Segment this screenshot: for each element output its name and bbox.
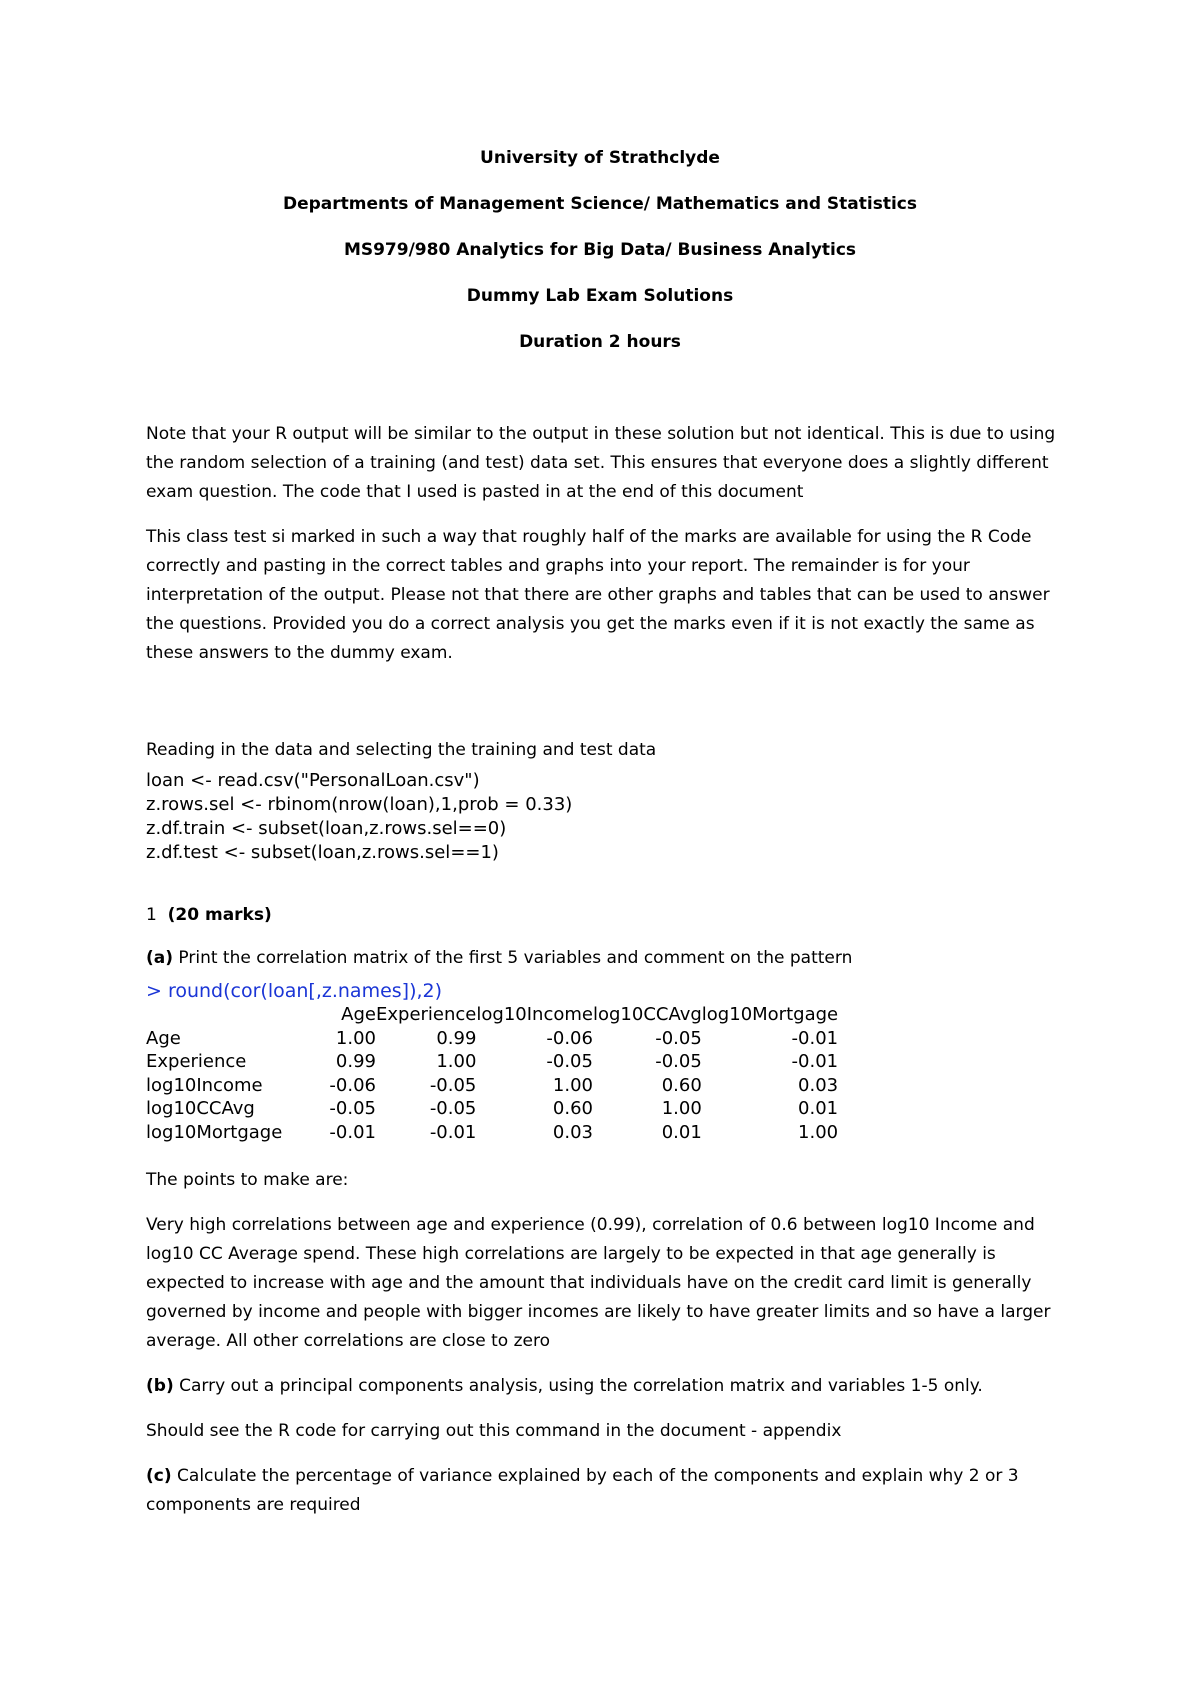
- matrix-cell: 1.00: [552, 1074, 593, 1096]
- matrix-cell: 0.60: [552, 1098, 593, 1119]
- reading-code: [146, 769, 1076, 865]
- matrix-cell: -0.01: [429, 1121, 477, 1143]
- matrix-cell: 0.99: [436, 1027, 477, 1049]
- reading-heading: Reading in the data and selecting the training and test data: [146, 740, 657, 760]
- matrix-cell: 1.00: [661, 1098, 702, 1119]
- matrix-cell: -0.05: [655, 1027, 702, 1049]
- document-body: [146, 420, 1076, 1536]
- question-1a: [146, 944, 1076, 973]
- matrix-cell: -0.05: [546, 1051, 593, 1072]
- code-line: z.df.test <- subset(loan,z.rows.sel==1): [146, 842, 499, 863]
- matrix-cell: -0.01: [791, 1051, 839, 1072]
- matrix-header-row: [146, 1003, 838, 1027]
- part-label: (b): [146, 1376, 174, 1396]
- matrix-cell: -0.01: [791, 1027, 839, 1049]
- department-name: Departments of Management Science/ Mathematics and Statistics: [283, 194, 917, 214]
- question-1-title: [146, 901, 1076, 930]
- matrix-cell: -0.05: [429, 1074, 477, 1096]
- document-header: [0, 148, 1200, 378]
- part-text: Calculate the percentage of variance explained by each of the components and explain why 2 or 3 components are required: [146, 1466, 1019, 1515]
- code-line: z.rows.sel <- rbinom(nrow(loan),1,prob = 0.33): [146, 794, 573, 815]
- matrix-row: [146, 1121, 838, 1145]
- matrix-cell: -0.05: [329, 1098, 376, 1119]
- matrix-cell: 0.60: [661, 1074, 702, 1096]
- exam-duration: Duration 2 hours: [519, 332, 681, 352]
- r-command: > round(cor(loan[,z.names]),2): [146, 980, 443, 1002]
- matrix-cell: 0.01: [661, 1121, 702, 1143]
- matrix-cell: -0.06: [546, 1027, 593, 1049]
- matrix-row-name: log10Mortgage: [146, 1121, 283, 1143]
- matrix-col-header: log10Mortgage: [701, 1004, 839, 1025]
- matrix-col-header: log10CCAvg: [592, 1004, 702, 1025]
- matrix-col-header: log10Income: [476, 1004, 593, 1025]
- matrix-cell: -0.05: [655, 1051, 702, 1072]
- intro-note: Note that your R output will be similar to the output in these solution but not identical. This is due to using the random selection of a training (and test) data set. This ensures that everyone does a slightly different exam question. The code that I used is pasted in at the end of this document: [146, 424, 1056, 502]
- matrix-cell: 0.99: [335, 1051, 376, 1072]
- matrix-cell: 0.03: [798, 1074, 839, 1096]
- question-number: 1: [146, 905, 157, 925]
- matrix-cell: -0.06: [329, 1074, 376, 1096]
- matrix-cell: 1.00: [335, 1027, 376, 1049]
- matrix-row: [146, 1097, 838, 1121]
- matrix-cell: 0.01: [798, 1098, 839, 1119]
- exam-title: Dummy Lab Exam Solutions: [466, 286, 734, 306]
- part-label: (a): [146, 948, 174, 968]
- correlation-matrix: [146, 1003, 838, 1144]
- matrix-row-name: log10CCAvg: [146, 1098, 255, 1119]
- matrix-row: [146, 1074, 838, 1098]
- question-1b-note: Should see the R code for carrying out this command in the document - appendix: [146, 1421, 842, 1441]
- matrix-row-name: log10Income: [146, 1074, 263, 1096]
- part-text: Carry out a principal components analysis, using the correlation matrix and variables 1-5 only.: [173, 1376, 983, 1396]
- matrix-col-header: Age: [341, 1004, 376, 1025]
- question-1b: [146, 1372, 1076, 1401]
- matrix-cell: -0.05: [429, 1098, 477, 1119]
- part-text: Print the correlation matrix of the first 5 variables and comment on the pattern: [173, 948, 853, 968]
- matrix-corner: [146, 1003, 294, 1027]
- matrix-row-name: Age: [146, 1027, 181, 1049]
- matrix-row: [146, 1050, 838, 1074]
- matrix-cell: -0.01: [329, 1121, 376, 1143]
- question-1c: [146, 1462, 1076, 1520]
- matrix-cell: 1.00: [436, 1051, 477, 1072]
- course-title: MS979/980 Analytics for Big Data/ Business Analytics: [343, 240, 857, 260]
- points-text: Very high correlations between age and experience (0.99), correlation of 0.6 between log10 Income and log10 CC Average spend. These high correlations are largely to be expected in that age generally is expected to increase with age and the amount that individuals have on the credit card limit is generally governed by income and people with bigger incomes are likely to have greater limits and so have a larger average. All other correlations are close to zero: [146, 1215, 1051, 1351]
- code-line: loan <- read.csv("PersonalLoan.csv"): [146, 770, 480, 791]
- matrix-row: [146, 1027, 838, 1051]
- question-marks: (20 marks): [167, 905, 272, 925]
- part-label: (c): [146, 1466, 172, 1486]
- intro-marking: This class test si marked in such a way that roughly half of the marks are available for using the R Code correctly and pasting in the correct tables and graphs into your report. The remainder is for your interpretation of the output. Please not that there are other graphs and tables that can be used to answer the questions. Provided you do a correct analysis you get the marks even if it is not exactly the same as these answers to the dummy exam.: [146, 527, 1050, 663]
- points-intro: The points to make are:: [146, 1170, 349, 1190]
- matrix-cell: 1.00: [798, 1121, 839, 1143]
- university-name: University of Strathclyde: [480, 148, 720, 168]
- matrix-row-name: Experience: [146, 1051, 247, 1072]
- code-line: z.df.train <- subset(loan,z.rows.sel==0): [146, 818, 507, 839]
- matrix-cell: 0.03: [552, 1121, 593, 1143]
- matrix-col-header: Experience: [376, 1004, 477, 1025]
